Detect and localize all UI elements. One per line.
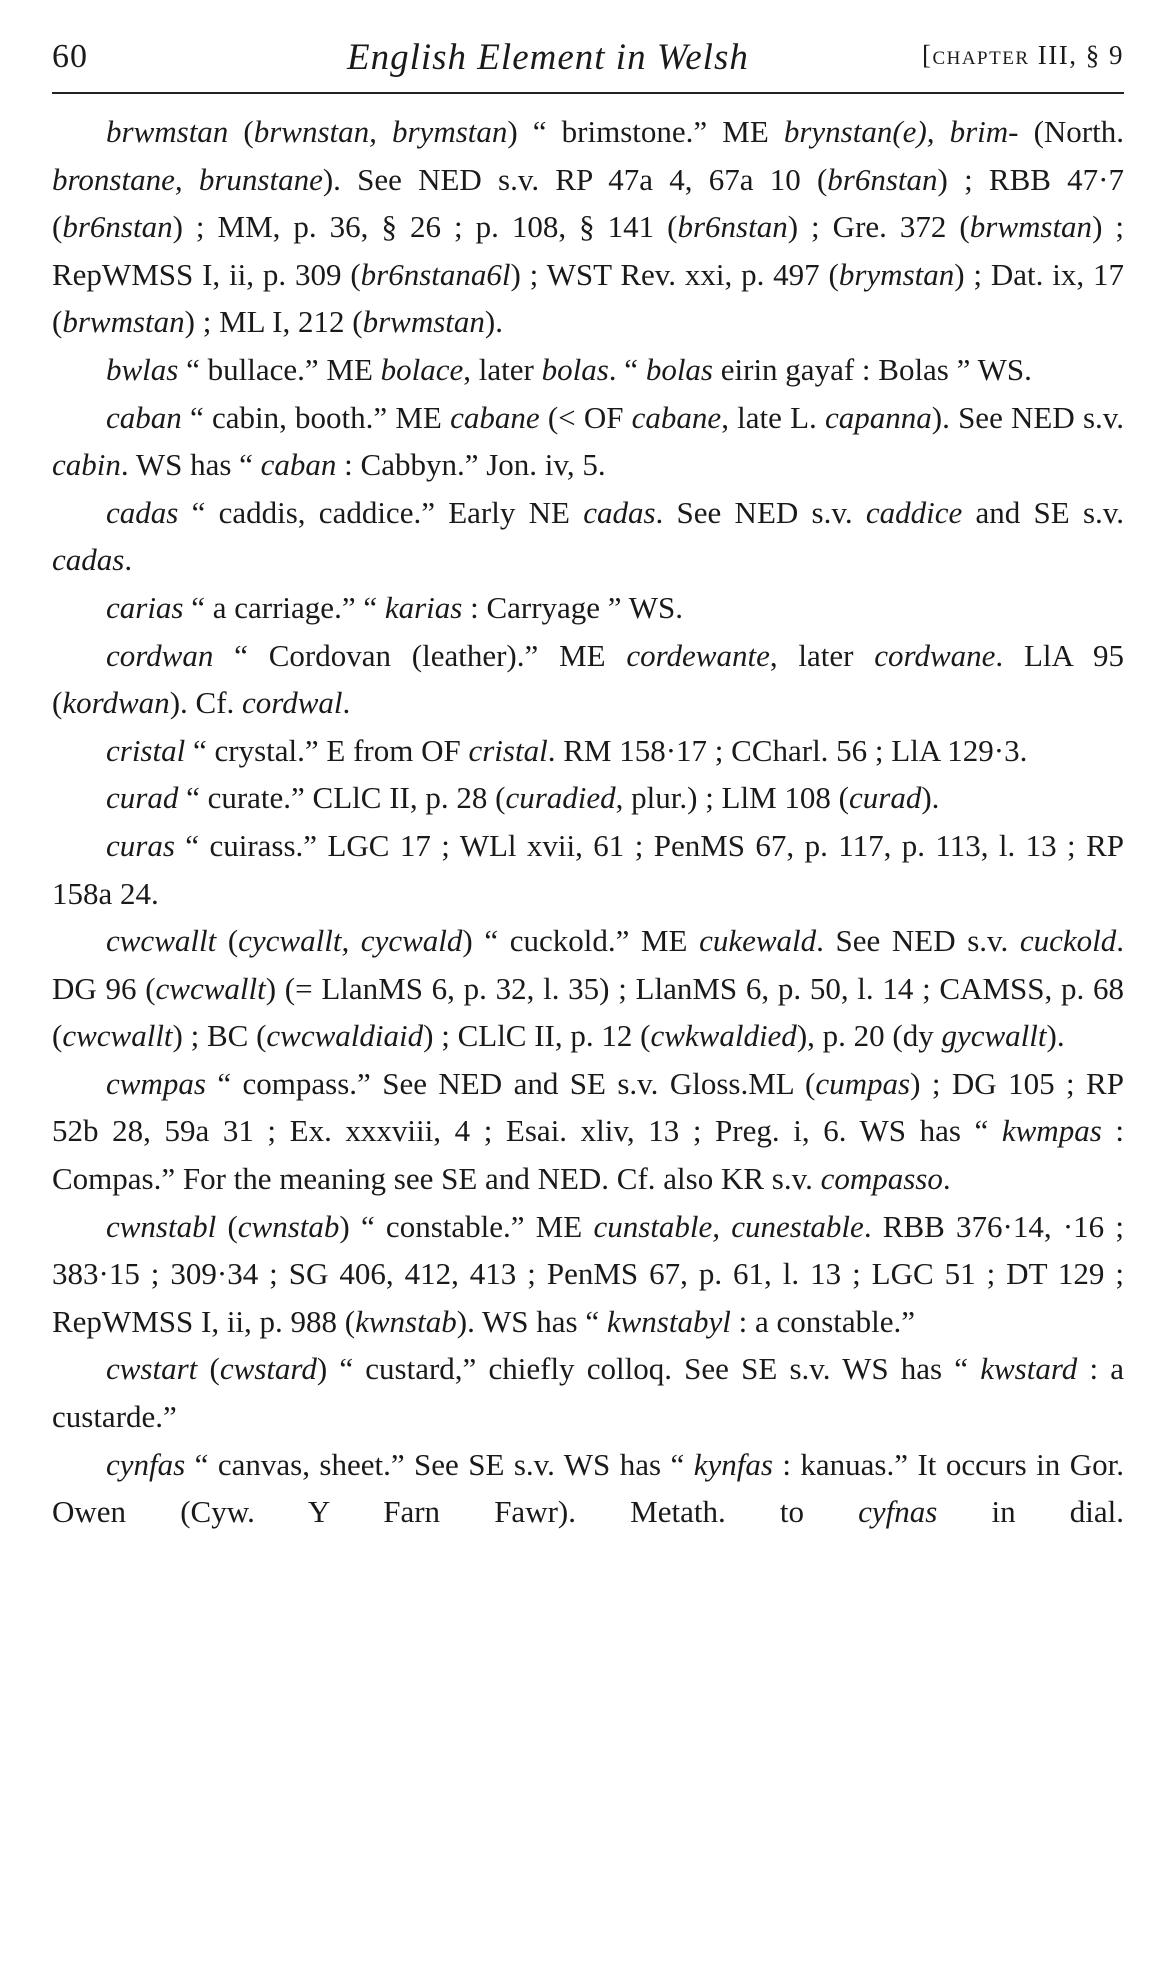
chapter-reference-text: [chapter III, § 9	[921, 40, 1124, 70]
chapter-reference	[922, 40, 1124, 71]
entry-bwlas: bwlas “ bullace.” ME bolace, later bolas. “ bolas eirin gayaf : Bolas ” WS.	[106, 351, 1032, 387]
entry-curad: curad “ curate.” CLlC II, p. 28 (curadied, plur.) ; LlM 108 (curad).	[106, 780, 940, 816]
entry-carias: carias “ a carriage.” “ karias : Carryage ” WS.	[106, 589, 684, 625]
page-number: 60	[52, 38, 88, 75]
running-title: English Element in Welsh	[347, 37, 749, 78]
entry-cordwan: cordwan “ Cordovan (leather).” ME cordewante, later cordwane. LlA 95 (kordwan). Cf. cordwal.	[52, 637, 1124, 721]
entry-cwstart: cwstart (cwstard) “ custard,” chiefly colloq. See SE s.v. WS has “ kwstard : a custarde.”	[52, 1351, 1125, 1435]
entry-cwcwallt: cwcwallt (cycwallt, cycwald) “ cuckold.” ME cukewald. See NED s.v. cuckold. DG 96 (cwcwallt) (= LlanMS 6, p. 32, l. 35) ; LlanMS 6, p. 50, l. 14 ; CAMSS, p. 68 (cwcwallt) ; BC (cwcwaldiaid) ; CLlC II, p. 12 (cwkwaldied), p. 20 (dy gycwallt).	[52, 923, 1124, 1054]
dictionary-body	[52, 108, 1124, 1536]
entry-brwmstan: brwmstan (brwnstan, brymstan) “ brimstone.” ME brynstan(e), brim- (North. bronstane, brunstane). See NED s.v. RP 47a 4, 67a 10 (br6nstan) ; RBB 47·7 (br6nstan) ; MM, p. 36, § 26 ; p. 108, § 141 (br6nstan) ; Gre. 372 (brwmstan) ; RepWMSS I, ii, p. 309 (br6nstana6l) ; WST Rev. xxi, p. 497 (brymstan) ; Dat. ix, 17 (brwmstan) ; ML I, 212 (brwmstan).	[52, 114, 1125, 340]
entry-cadas: cadas “ caddis, caddice.” Early NE cadas. See NED s.v. caddice and SE s.v. cadas.	[52, 494, 1124, 578]
entry-cynfas: cynfas “ canvas, sheet.” See SE s.v. WS has “ kynfas : kanuas.” It occurs in Gor. Owen (Cyw. Y Farn Fawr). Metath. to cyfnas in dial.	[52, 1446, 1124, 1530]
entry-cwmpas: cwmpas “ compass.” See NED and SE s.v. Gloss.ML (cumpas) ; DG 105 ; RP 52b 28, 59a 31 ; Ex. xxxviii, 4 ; Esai. xliv, 13 ; Preg. i, 6. WS has “ kwmpas : Compas.” For the meaning see SE and NED. Cf. also KR s.v. compasso.	[52, 1065, 1124, 1197]
running-header	[52, 30, 1124, 94]
entry-caban: caban “ cabin, booth.” ME cabane (< OF cabane, late L. capanna). See NED s.v. cabin. WS has “ caban : Cabbyn.” Jon. iv, 5.	[52, 399, 1125, 483]
entry-curas: curas “ cuirass.” LGC 17 ; WLl xvii, 61 ; PenMS 67, p. 117, p. 113, l. 13 ; RP 158a 24.	[52, 827, 1124, 911]
entry-cwnstabl: cwnstabl (cwnstab) “ constable.” ME cunstable, cunestable. RBB 376·14, ·16 ; 383·15 ; 309·34 ; SG 406, 412, 413 ; PenMS 67, p. 61, l. 13 ; LGC 51 ; DT 129 ; RepWMSS I, ii, p. 988 (kwnstab). WS has “ kwnstabyl : a constable.”	[52, 1208, 1124, 1339]
page	[52, 30, 1124, 1536]
entry-cristal: cristal “ crystal.” E from OF cristal. RM 158·17 ; CCharl. 56 ; LlA 129·3.	[106, 732, 1028, 768]
